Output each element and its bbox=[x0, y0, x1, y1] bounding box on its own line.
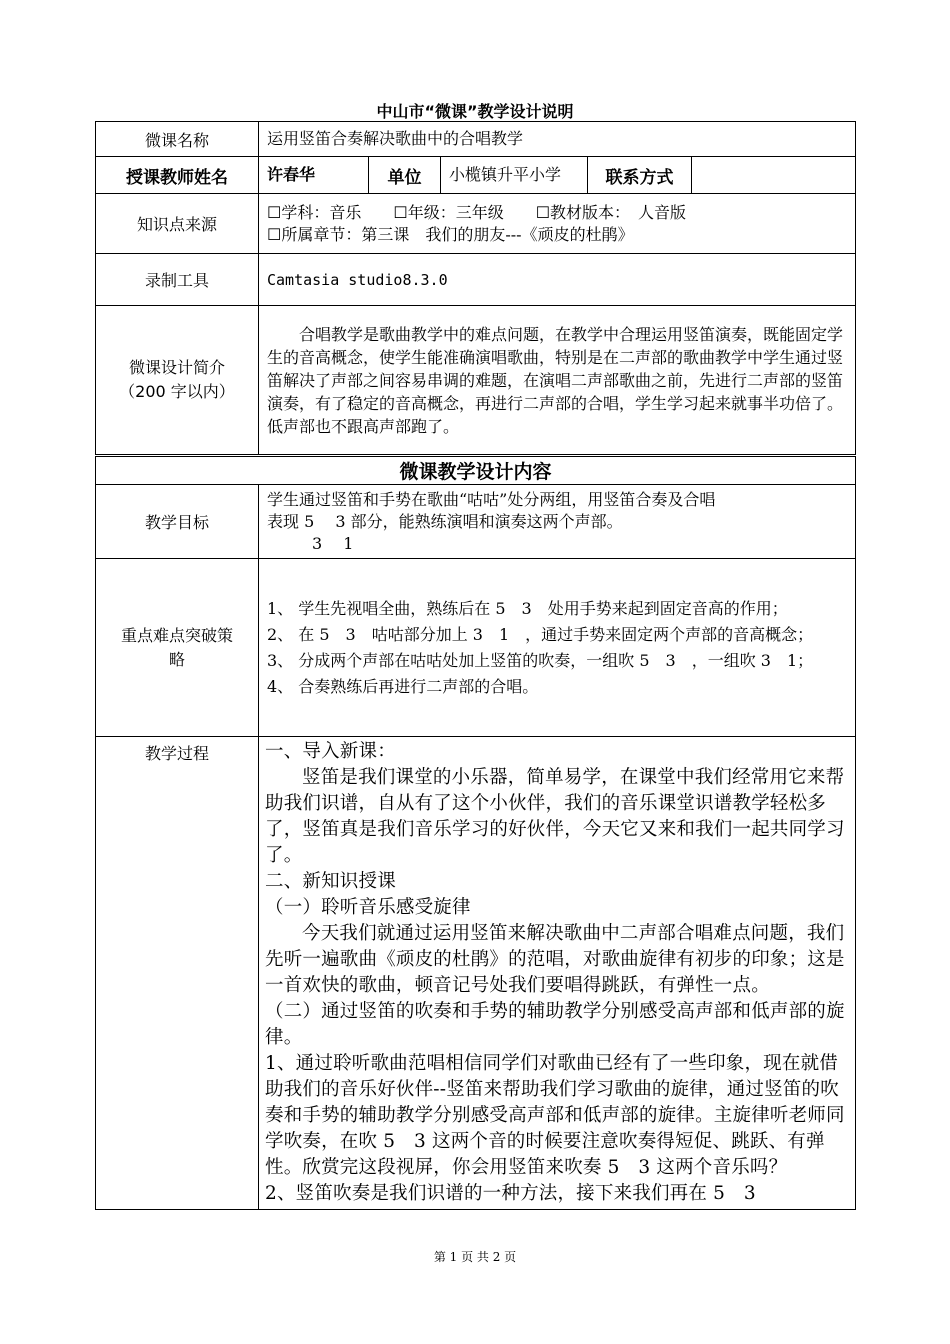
strategy-item-2: 2、 在 5 3 咕咕部分加上 3 1 ，通过手势来固定两个声部的音高概念； bbox=[267, 624, 814, 644]
course-name-value: 运用竖笛合奏解决歌曲中的合唱教学 bbox=[259, 122, 856, 157]
course-name-label: 微课名称 bbox=[96, 122, 259, 157]
row-section-header bbox=[96, 456, 856, 485]
process-paragraph: （二）通过竖笛的吹奏和手势的辅助教学分别感受高声部和低声部的旋律。 bbox=[265, 1001, 845, 1048]
row-teacher bbox=[96, 157, 856, 194]
page-title: 中山市“微课”教学设计说明 bbox=[376, 102, 574, 121]
source-line-1: ☐学科：音乐 ☐年级：三年级 ☐教材版本： 人音版 bbox=[267, 202, 687, 222]
section-header: 微课教学设计内容 bbox=[96, 456, 856, 485]
row-intro bbox=[96, 306, 856, 456]
strategy-label bbox=[96, 559, 259, 737]
process-paragraph: 今天我们就通过运用竖笛来解决歌曲中二声部合唱难点问题，我们先听一遍歌曲《顽皮的杜鹃》的范唱，对歌曲旋律有初步的印象；这是一首欢快的歌曲，顿音记号处我们要唱得跳跃，有弹性一点。 bbox=[265, 923, 845, 996]
unit-value: 小榄镇升平小学 bbox=[441, 157, 588, 194]
process-paragraph: 竖笛是我们课堂的小乐器，简单易学，在课堂中我们经常用它来帮助我们识谱，自从有了这个小伙伴，我们的音乐课堂识谱教学轻松多了，竖笛真是我们音乐学习的好伙伴，今天它又来和我们一起共同学习了。 bbox=[265, 767, 845, 866]
source-value bbox=[259, 194, 856, 254]
teacher-name-label: 授课教师姓名 bbox=[96, 157, 259, 194]
strategy-list bbox=[259, 559, 856, 737]
goal-line-3: 3 1 bbox=[312, 533, 354, 553]
contact-value bbox=[692, 157, 856, 194]
lesson-design-table bbox=[95, 121, 856, 1210]
intro-label-line-2: （200 字以内） bbox=[119, 382, 235, 401]
page-footer: 第 1 页 共 2 页 bbox=[433, 1250, 517, 1264]
goal-line-2: 表现 5 3 部分，能熟练演唱和演奏这两个声部。 bbox=[267, 511, 623, 531]
goal-value bbox=[259, 485, 856, 559]
strategy-label-line-1: 重点难点突破策 bbox=[120, 625, 233, 645]
goal-line-1: 学生通过竖笛和手势在歌曲“咕咕”处分两组，用竖笛合奏及合唱 bbox=[267, 489, 716, 509]
process-paragraph: 1、通过聆听歌曲范唱相信同学们对歌曲已经有了一些印象，现在就借助我们的音乐好伙伴--竖笛来帮助我们学习歌曲的旋律，通过竖笛的吹奏和手势的辅助教学分别感受高声部和低声部的旋律。主旋律听老师同学吹奏，在吹 5 3 这两个音的时候要注意吹奏得短促、跳跃、有弹性。欣赏完这段视屏，你会用竖笛来吹奏 5 3 这两个音乐吗？ bbox=[265, 1053, 845, 1178]
strategy-item-3: 3、 分成两个声部在咕咕处加上竖笛的吹奏，一组吹 5 3 ，一组吹 3 1； bbox=[267, 650, 814, 670]
row-course-name bbox=[96, 122, 856, 157]
row-process bbox=[96, 737, 856, 1210]
process-content bbox=[259, 737, 856, 1210]
contact-label: 联系方式 bbox=[588, 157, 692, 194]
intro-label bbox=[96, 306, 259, 456]
strategy-item-4: 4、 合奏熟练后再进行二声部的合唱。 bbox=[267, 676, 539, 696]
process-paragraph: （一）聆听音乐感受旋律 bbox=[265, 897, 471, 918]
source-label: 知识点来源 bbox=[96, 194, 259, 254]
intro-text: 合唱教学是歌曲教学中的难点问题，在教学中合理运用竖笛演奏，既能固定学生的音高概念，使学生能准确演唱歌曲，特别是在二声部的歌曲教学中学生通过竖笛解决了声部之间容易串调的难题，在演唱二声部歌曲之前，先进行二声部的竖笛演奏，有了稳定的音高概念，再进行二声部的合唱，学生学习起来就事半功倍了。低声部也不跟高声部跑了。 bbox=[259, 306, 856, 456]
row-source bbox=[96, 194, 856, 254]
strategy-label-line-2: 略 bbox=[168, 649, 185, 669]
row-strategy bbox=[96, 559, 856, 737]
source-line-2: ☐所属章节：第三课 我们的朋友---《顽皮的杜鹃》 bbox=[267, 224, 634, 244]
process-paragraph: 二、新知识授课 bbox=[265, 871, 396, 892]
process-paragraph: 2、竖笛吹奏是我们识谱的一种方法，接下来我们再在 5 3 bbox=[265, 1183, 756, 1204]
process-label: 教学过程 bbox=[96, 737, 259, 1210]
tool-label: 录制工具 bbox=[96, 254, 259, 306]
tool-value: Camtasia studio8.3.0 bbox=[259, 254, 856, 306]
unit-label: 单位 bbox=[369, 157, 441, 194]
goal-label: 教学目标 bbox=[96, 485, 259, 559]
row-tool bbox=[96, 254, 856, 306]
strategy-item-1: 1、 学生先视唱全曲，熟练后在 5 3 处用手势来起到固定音高的作用； bbox=[267, 598, 788, 618]
process-paragraph: 一、导入新课： bbox=[265, 741, 396, 762]
intro-label-line-1: 微课设计简介 bbox=[128, 358, 225, 377]
teacher-name-value: 许春华 bbox=[259, 157, 369, 194]
row-goal bbox=[96, 485, 856, 559]
